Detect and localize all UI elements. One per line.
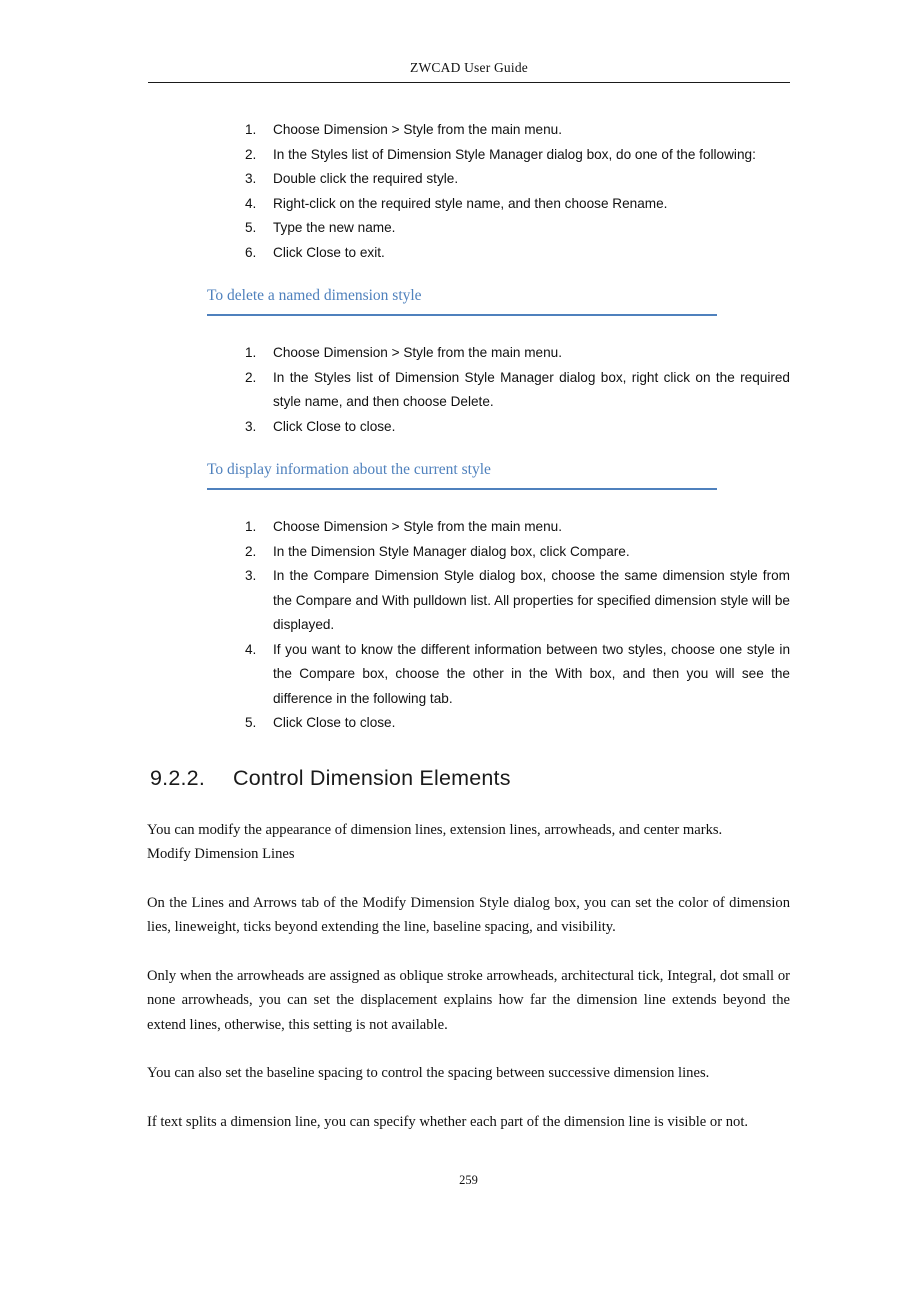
list-item-number: 3. — [245, 418, 257, 434]
list-item-text: In the Dimension Style Manager dialog box, click Compare. — [273, 543, 630, 559]
delete-steps-list — [147, 341, 790, 439]
rename-steps-list — [147, 118, 790, 265]
section-heading — [150, 766, 790, 791]
list-item — [245, 341, 790, 366]
list-item-number: 5. — [245, 220, 257, 235]
list-item-number: 1. — [245, 519, 257, 534]
page-number: 259 — [459, 1173, 478, 1187]
paragraph — [147, 818, 790, 867]
list-item — [245, 564, 790, 638]
list-item-text: In the Compare Dimension Style dialog box, choose the same dimension style from the Compare and With pulldown list. All properties for specified dimension style will be displayed. — [273, 568, 790, 632]
list-item — [245, 143, 790, 168]
list-item-text: Choose Dimension > Style from the main menu. — [273, 345, 562, 360]
list-item-text: Choose Dimension > Style from the main menu. — [273, 519, 562, 534]
subheading-display-info: To display information about the current style — [207, 461, 717, 490]
list-item-number: 3. — [245, 568, 257, 583]
list-item-text: If you want to know the different information between two styles, choose one style in the Compare box, choose the other in the With box, and then you will see the difference in the following tab. — [273, 641, 790, 706]
list-item — [245, 118, 790, 143]
list-item-number: 1. — [245, 345, 257, 360]
list-item-text: Double click the required style. — [273, 171, 459, 186]
list-item-number: 6. — [245, 244, 257, 260]
subheading-delete-style: To delete a named dimension style — [207, 287, 717, 316]
list-item — [245, 515, 790, 540]
list-item-text: Click Close to close. — [273, 418, 396, 434]
list-item — [245, 216, 790, 241]
list-item — [245, 192, 790, 217]
list-item-text: Choose Dimension > Style from the main menu. — [273, 122, 562, 137]
page-content — [147, 118, 790, 1134]
paragraph: Only when the arrowheads are assigned as oblique stroke arrowheads, architectural tick, Integral, dot small or none arrowheads, you can set the displacement explains how far the dimension line extends beyond the extend lines, otherwise, this setting is not available. — [147, 967, 790, 1033]
list-item-text: Click Close to exit. — [273, 244, 385, 260]
list-item-text: Click Close to close. — [273, 715, 396, 730]
list-item — [245, 415, 790, 440]
list-item — [245, 241, 790, 266]
display-steps-list — [147, 515, 790, 736]
page-footer — [147, 1173, 790, 1188]
paragraph-line: Modify Dimension Lines — [147, 846, 295, 862]
section-title: Control Dimension Elements — [233, 765, 511, 790]
list-item-number: 2. — [245, 146, 257, 162]
list-item-number: 5. — [245, 715, 257, 730]
list-item-number: 1. — [245, 122, 257, 137]
list-item-text: Right-click on the required style name, and then choose Rename. — [273, 195, 668, 211]
list-item-number: 2. — [245, 369, 257, 385]
list-item — [245, 711, 790, 736]
list-item-number: 2. — [245, 543, 257, 559]
list-item — [245, 366, 790, 415]
list-item-text: Type the new name. — [273, 220, 396, 235]
list-item-number: 3. — [245, 171, 257, 186]
paragraph: On the Lines and Arrows tab of the Modify Dimension Style dialog box, you can set the color of dimension lies, lineweight, ticks beyond extending the line, baseline spacing, and visibility. — [147, 894, 790, 935]
list-item-number: 4. — [245, 195, 257, 211]
paragraph: If text splits a dimension line, you can specify whether each part of the dimension line is visible or not. — [147, 1113, 749, 1130]
section-number: 9.2.2. — [150, 765, 205, 790]
list-item-number: 4. — [245, 641, 257, 657]
list-item-text: In the Styles list of Dimension Style Manager dialog box, do one of the following: — [273, 146, 756, 162]
list-item-text: In the Styles list of Dimension Style Manager dialog box, right click on the required style name, and then choose Delete. — [273, 369, 790, 409]
page-header — [148, 60, 790, 83]
header-title: ZWCAD User Guide — [410, 60, 528, 75]
paragraph-line: You can modify the appearance of dimension lines, extension lines, arrowheads, and center marks. — [147, 821, 723, 838]
list-item — [245, 167, 790, 192]
list-item — [245, 638, 790, 712]
paragraph: You can also set the baseline spacing to control the spacing between successive dimension lines. — [147, 1065, 710, 1081]
list-item — [245, 540, 790, 565]
